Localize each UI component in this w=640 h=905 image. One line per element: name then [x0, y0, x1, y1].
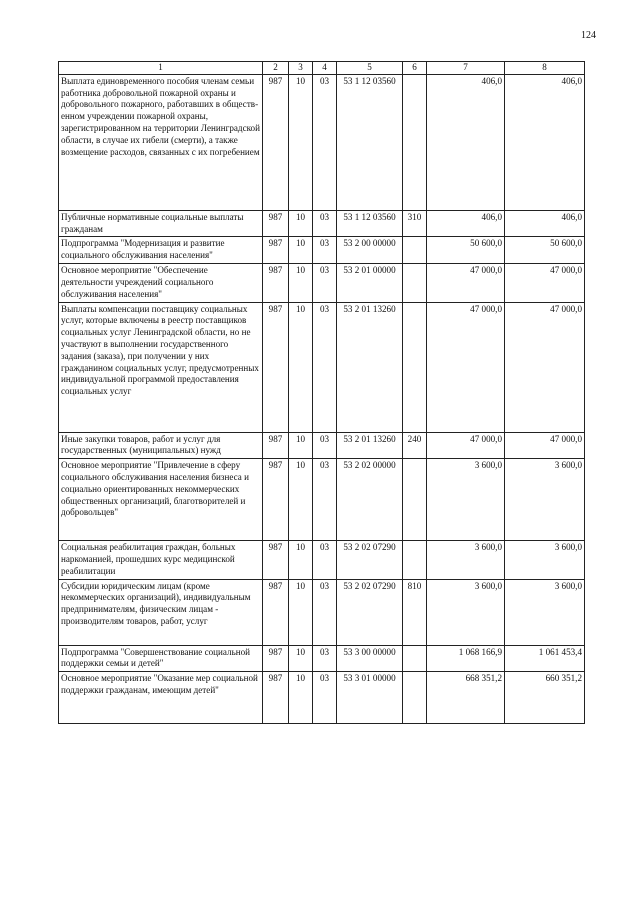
cell-subsection: 03	[313, 459, 337, 541]
cell-amount-1: 50 600,0	[427, 237, 505, 264]
table-row	[59, 459, 585, 541]
cell-amount-1: 3 600,0	[427, 541, 505, 579]
table-row	[59, 302, 585, 432]
cell-subsection: 03	[313, 579, 337, 645]
cell-expense-type	[403, 302, 427, 432]
table-row	[59, 237, 585, 264]
cell-amount-1: 1 068 166,9	[427, 645, 505, 672]
cell-expense-type	[403, 541, 427, 579]
cell-expense-type	[403, 459, 427, 541]
table-row	[59, 432, 585, 459]
cell-ministry-code: 987	[263, 74, 289, 210]
row-description: Публичные нормативные социальные выплаты гражданам	[59, 210, 263, 237]
row-description: Субсидии юридическим лицам (кроме некоммерческих организаций), индивидуальным предпринимателям, физическим лицам - производителям товаров, работ, услуг	[59, 579, 263, 645]
cell-section: 10	[289, 210, 313, 237]
column-header: 7	[427, 62, 505, 75]
row-description: Подпрограмма "Совершенствование социальной поддержки семьи и детей"	[59, 645, 263, 672]
cell-subsection: 03	[313, 210, 337, 237]
cell-amount-2: 47 000,0	[505, 302, 585, 432]
row-description: Иные закупки товаров, работ и услуг для государственных (муниципальных) нужд	[59, 432, 263, 459]
cell-expense-type: 310	[403, 210, 427, 237]
cell-expense-type	[403, 672, 427, 724]
cell-amount-1: 47 000,0	[427, 264, 505, 302]
cell-amount-2: 660 351,2	[505, 672, 585, 724]
cell-ministry-code: 987	[263, 579, 289, 645]
cell-section: 10	[289, 432, 313, 459]
cell-target-article: 53 2 00 00000	[337, 237, 403, 264]
page-number: 124	[581, 30, 596, 41]
cell-amount-2: 3 600,0	[505, 541, 585, 579]
cell-amount-2: 1 061 453,4	[505, 645, 585, 672]
cell-ministry-code: 987	[263, 459, 289, 541]
column-header: 2	[263, 62, 289, 75]
cell-target-article: 53 2 01 13260	[337, 432, 403, 459]
table-row	[59, 672, 585, 724]
cell-amount-2: 406,0	[505, 210, 585, 237]
cell-amount-1: 3 600,0	[427, 579, 505, 645]
header-row	[59, 62, 585, 75]
column-header: 5	[337, 62, 403, 75]
cell-amount-2: 3 600,0	[505, 459, 585, 541]
cell-ministry-code: 987	[263, 302, 289, 432]
column-header: 1	[59, 62, 263, 75]
cell-section: 10	[289, 541, 313, 579]
row-description: Выплаты компенсации поставщику социальных услуг, которые включены в реестр поставщиков социальных услуг Ленинградской области, но не участвуют в выполнении государственного задания (заказа), при получении у них гражданином социальных услуг, предусмотренных индивидуальной программой предоставления социальных услуг	[59, 302, 263, 432]
cell-section: 10	[289, 74, 313, 210]
cell-target-article: 53 2 02 07290	[337, 541, 403, 579]
cell-expense-type	[403, 264, 427, 302]
cell-subsection: 03	[313, 302, 337, 432]
cell-target-article: 53 1 12 03560	[337, 210, 403, 237]
table-row	[59, 541, 585, 579]
cell-subsection: 03	[313, 645, 337, 672]
table-row	[59, 645, 585, 672]
row-description: Основное мероприятие "Оказание мер социальной поддержки гражданам, имеющим детей"	[59, 672, 263, 724]
cell-subsection: 03	[313, 74, 337, 210]
cell-amount-1: 406,0	[427, 74, 505, 210]
cell-ministry-code: 987	[263, 541, 289, 579]
cell-expense-type	[403, 645, 427, 672]
cell-amount-1: 668 351,2	[427, 672, 505, 724]
cell-target-article: 53 2 02 07290	[337, 579, 403, 645]
column-header: 8	[505, 62, 585, 75]
cell-expense-type: 240	[403, 432, 427, 459]
cell-expense-type: 810	[403, 579, 427, 645]
cell-amount-1: 3 600,0	[427, 459, 505, 541]
table-row	[59, 74, 585, 210]
table-row	[59, 579, 585, 645]
cell-expense-type	[403, 74, 427, 210]
row-description: Основное мероприятие "Привлечение в сферу социального обслуживания населения бизнеса и социально ориентированных некоммерческих общественных организаций, благотворителей и добровольцев"	[59, 459, 263, 541]
cell-amount-1: 47 000,0	[427, 302, 505, 432]
cell-section: 10	[289, 459, 313, 541]
cell-target-article: 53 2 01 13260	[337, 302, 403, 432]
cell-target-article: 53 2 02 00000	[337, 459, 403, 541]
cell-target-article: 53 3 00 00000	[337, 645, 403, 672]
cell-section: 10	[289, 672, 313, 724]
cell-amount-1: 406,0	[427, 210, 505, 237]
cell-ministry-code: 987	[263, 672, 289, 724]
table-row	[59, 210, 585, 237]
cell-amount-2: 47 000,0	[505, 432, 585, 459]
cell-target-article: 53 1 12 03560	[337, 74, 403, 210]
cell-ministry-code: 987	[263, 432, 289, 459]
cell-section: 10	[289, 302, 313, 432]
cell-section: 10	[289, 579, 313, 645]
cell-subsection: 03	[313, 672, 337, 724]
cell-section: 10	[289, 645, 313, 672]
cell-section: 10	[289, 237, 313, 264]
cell-target-article: 53 3 01 00000	[337, 672, 403, 724]
cell-amount-2: 50 600,0	[505, 237, 585, 264]
column-header: 6	[403, 62, 427, 75]
column-header: 4	[313, 62, 337, 75]
cell-amount-2: 3 600,0	[505, 579, 585, 645]
cell-subsection: 03	[313, 237, 337, 264]
row-description: Основное мероприятие "Обеспечение деятельности учреждений социального обслуживания населения"	[59, 264, 263, 302]
cell-ministry-code: 987	[263, 237, 289, 264]
budget-table	[58, 61, 585, 724]
cell-amount-2: 406,0	[505, 74, 585, 210]
table-row	[59, 264, 585, 302]
row-description: Выплата единовременного пособия членам семьи работника добровольной пожарной охраны и добровольного пожарного, работавших в общественном учреждении пожарной охраны, зарегистрированном на территории Ленинградской области, в случае их гибели (смерти), а также возмещение расходов, связанных с их погребением	[59, 74, 263, 210]
cell-amount-2: 47 000,0	[505, 264, 585, 302]
cell-section: 10	[289, 264, 313, 302]
cell-ministry-code: 987	[263, 645, 289, 672]
row-description: Подпрограмма "Модернизация и развитие социального обслуживания населения"	[59, 237, 263, 264]
cell-target-article: 53 2 01 00000	[337, 264, 403, 302]
column-header: 3	[289, 62, 313, 75]
cell-subsection: 03	[313, 432, 337, 459]
cell-expense-type	[403, 237, 427, 264]
cell-subsection: 03	[313, 264, 337, 302]
cell-amount-1: 47 000,0	[427, 432, 505, 459]
cell-ministry-code: 987	[263, 210, 289, 237]
cell-ministry-code: 987	[263, 264, 289, 302]
cell-subsection: 03	[313, 541, 337, 579]
row-description: Социальная реабилитация граждан, больных наркоманией, прошедших курс медицинской реабилитации	[59, 541, 263, 579]
